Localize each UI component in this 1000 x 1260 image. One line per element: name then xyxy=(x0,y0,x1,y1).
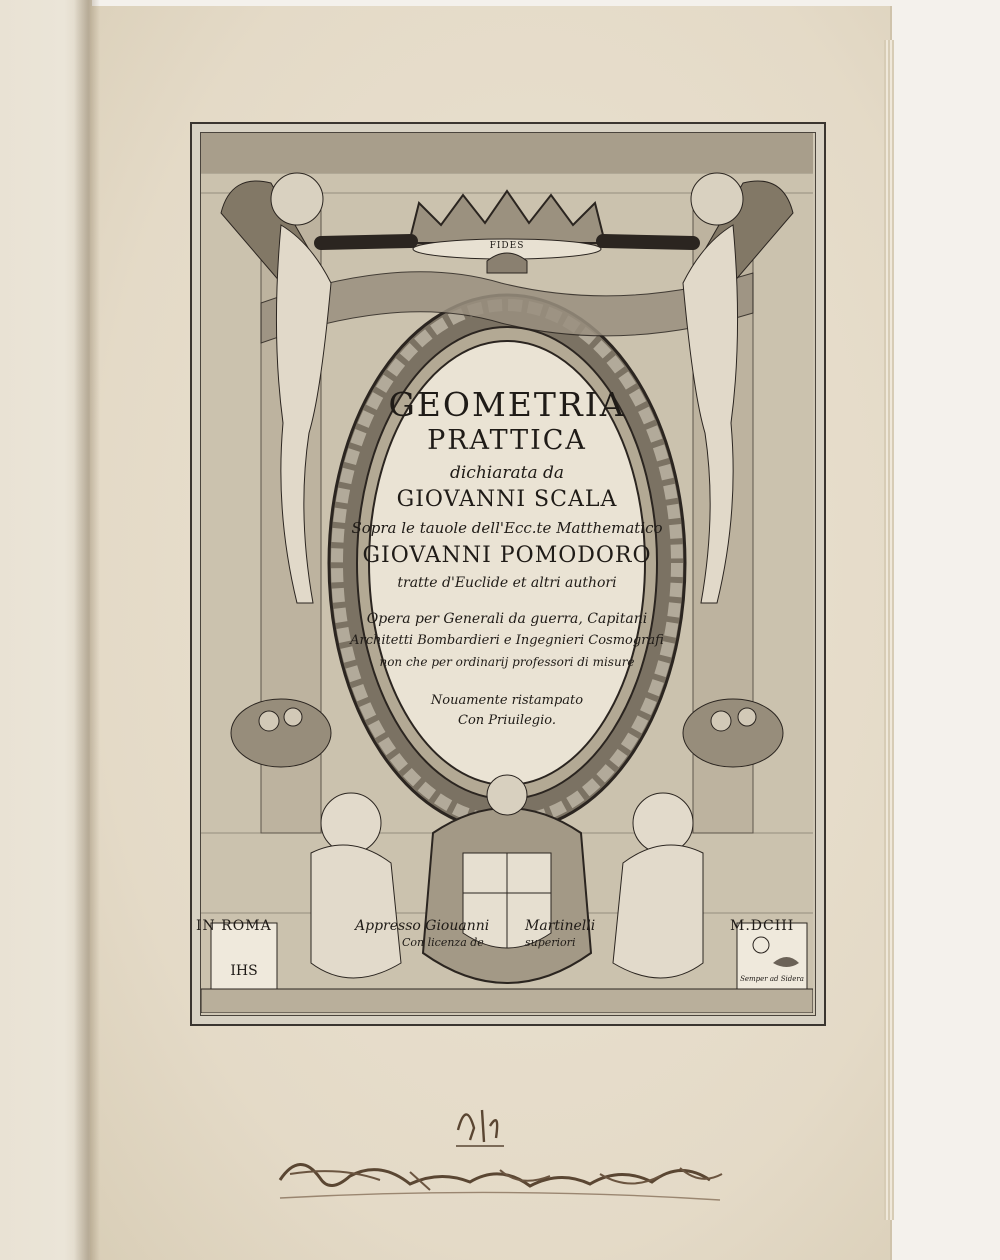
sources-line: tratte d'Euclide et altri authori xyxy=(397,575,617,591)
engraving-illustration xyxy=(201,133,813,1013)
imprint-year: M.DCIII xyxy=(730,918,795,934)
audience-line-1: Opera per Generali da guerra, Capitani xyxy=(366,611,648,627)
subject-line: Sopra le tauole dell'Ecc.te Matthematico xyxy=(351,519,663,537)
ihs-monogram: IHS xyxy=(230,963,258,979)
fruit-basket-right xyxy=(683,699,783,767)
imprint-licence-last: superiori xyxy=(525,936,576,949)
imprint-licence-first: Con licenza de xyxy=(402,936,484,949)
engraved-title-plate xyxy=(190,122,826,1026)
audience-line-3: non che per ordinarij professori di misure xyxy=(379,655,635,669)
handwritten-inscription xyxy=(260,1090,740,1230)
medallion-motto: Semper ad Sidera xyxy=(740,975,804,983)
title-line-1: GEOMETRIA xyxy=(388,385,626,424)
book-gutter xyxy=(74,0,100,1260)
page-edges xyxy=(884,40,894,1220)
imprint-city: IN ROMA xyxy=(196,918,272,934)
audience-line-2: Architetti Bombardieri e Ingegnieri Cosmografi xyxy=(350,633,664,648)
mathematician-name: GIOVANNI POMODORO xyxy=(362,543,652,568)
crown-band-label: FIDES xyxy=(489,241,525,251)
plate-border xyxy=(200,132,816,1016)
author-name: GIOVANNI SCALA xyxy=(396,487,618,512)
imprint-printer-last: Martinelli xyxy=(525,918,596,934)
reprint-line: Nouamente ristampato xyxy=(430,693,584,708)
author-intro: dichiarata da xyxy=(449,463,564,483)
privilege-line: Con Priuilegio. xyxy=(458,713,556,728)
title-line-2: PRATTICA xyxy=(427,425,587,456)
fruit-basket-left xyxy=(231,699,331,767)
imprint-printer-first: Appresso Giouanni xyxy=(355,918,490,934)
